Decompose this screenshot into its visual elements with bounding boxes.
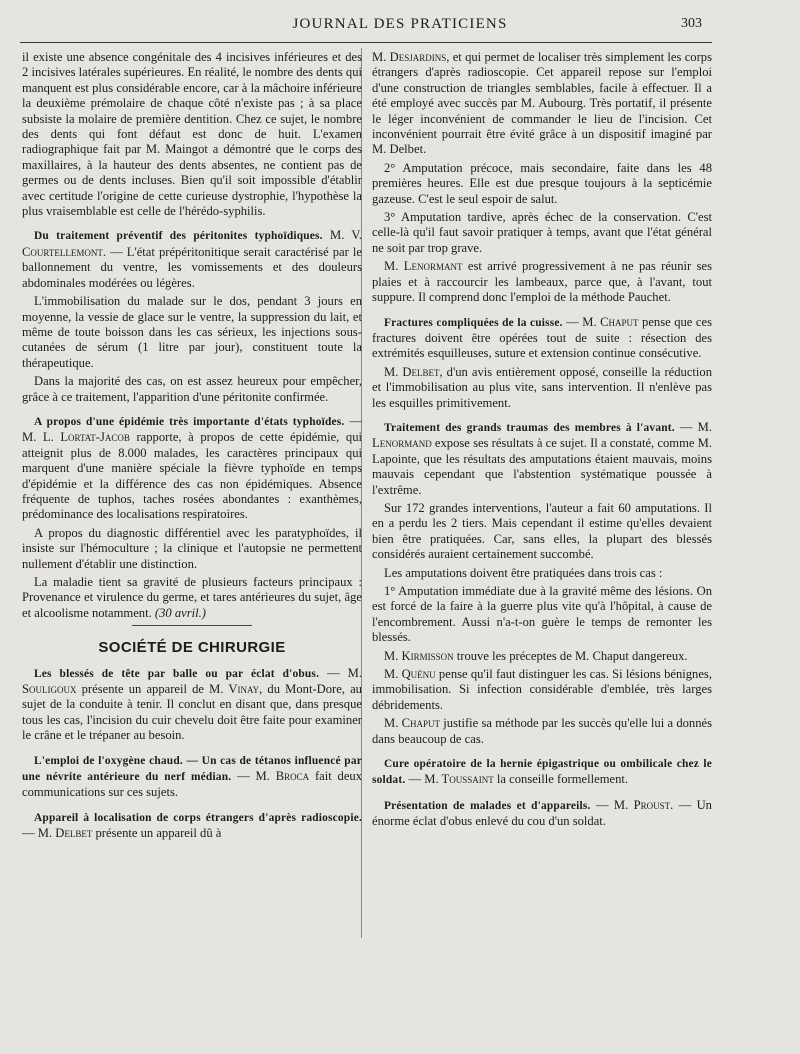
author-toussaint: M. Toussaint	[424, 772, 494, 787]
name-quenu: M. Quénu	[384, 667, 436, 682]
text-oxygene: fait deux communications sur ces sujets.	[22, 769, 363, 800]
article-peritonites	[22, 228, 362, 291]
text-lenormant: est arrivé progressivement à ne pas réunir ses plaies et à raccourcir les lambeaux, parce que, à l'avant, tout suppure. Il comprend donc l'emploi de la méthode Pauchet.	[372, 259, 712, 305]
running-title: JOURNAL DES PRATICIENS	[292, 16, 508, 32]
rubric-epidemie: A propos d'une épidémie très importante d'états typhoïdes.	[34, 415, 345, 428]
author-lortat-jacob: M. L. Lortat-Jacob	[22, 430, 130, 445]
article-hernie: Cure opératoire de la hernie épigastrique ou ombilicale chez le soldat. — M. Toussaint la conseille formellement.	[372, 758, 712, 787]
header-rule	[20, 42, 712, 43]
text-hernie: la conseille formellement.	[493, 772, 629, 787]
section-title-societe-chirurgie: SOCIÉTÉ DE CHIRURGIE	[98, 639, 286, 657]
paragraph-trois-cas: Les amputations doivent être pratiquées dans trois cas :	[384, 565, 663, 580]
paragraph-amputation-precoce: 2° Amputation précoce, mais secondaire, faite dans les 48 premières heures. Elle est due presque toujours à la septicémie gazeuse. C'est le seul espoir de salut.	[372, 160, 712, 206]
article-epidemie: A propos d'une épidémie très importante d'états typhoïdes. — M. L. Lortat-Jacob rapporte, à propos de cette épidémie, qui atteignit plus de 8.000 malades, les caractères principaux qui marquent d'une manière spéciale la fièvre typhoïde en temps d'épidémie et la différence des cas non épidémiques. Absence fréquente de tuphos, taches rosées abondantes : exanthèmes, prédominance des localisations respiratoires.	[22, 413, 362, 522]
name-chaput: M. Chaput	[384, 716, 441, 731]
author-proust: M. Proust.	[613, 797, 674, 812]
paragraph-kirmisson	[372, 649, 712, 664]
right-column	[372, 50, 712, 833]
text-kirmisson: trouve les préceptes de M. Chaput dangereux.	[453, 648, 688, 663]
article-appareil-localisation: Appareil à localisation de corps étrangers d'après radioscopie. — M. Delbet présente un appareil dû à	[22, 811, 362, 841]
rubric-hernie: Cure opératoire de la hernie épigastrique ou ombilicale chez le soldat.	[372, 758, 712, 787]
article-traumas: Traitement des grands traumas des membres à l'avant. — M. Lenormand expose ses résultats à ce sujet. Il a constaté, comme M. Lapointe, que les résultats des amputations étaient mauvais, moins mauvais cependant que l'abstention systématique poussée à l'extrême.	[372, 419, 712, 497]
text-epidemie: rapporte, à propos de cette épidémie, qui atteignit plus de 8.000 malades, les caractères principaux qui marquent d'une manière spéciale la fièvre typhoïde en temps d'épidémie et la différence des cas non épidémiques. Absence fréquente de tuphos, taches rosées abondantes : exanthèmes, prédominance des localisations respiratoires.	[22, 430, 362, 522]
paragraph-dental: il existe une absence congénitale des 4 incisives inférieures et des 2 incisives latérales supérieures. En réalité, le nombre des dents qui manquent est plus considérable encore, car à la mâchoire inférieure la deuxième prémolaire de chaque côté n'existe pas ; à sa place subsiste la molaire de première dentition. Chez ce sujet, le nombre des dents qui font défaut est donc de huit. L'examen radiographique fait par M. Maingot a démontré que le corps des maxillaires, à la hauteur des dents absentes, ne contient pas de germes ou de dents incluses. Bien qu'il soit impossible d'établir avec certitude l'origine de cette curieuse dystrophie, l'hypothèse la plus vraisemblable est celle de l'hérédo-syphilis.	[22, 50, 362, 219]
paragraph-quenu	[372, 667, 712, 713]
paragraph-diagnostic: A propos du diagnostic différentiel avec les paratyphoïdes, il insiste sur l'hémoculture ; la clinique et l'autopsie ne permettent nullement d'établir une distinction.	[22, 525, 362, 571]
page-number: 303	[681, 16, 702, 31]
date-30-avril: (30 avril.)	[154, 605, 206, 620]
article-oxygene: L'emploi de l'oxygène chaud. — Un cas de tétanos influencé par une névrite antérieure du nerf médian. — M. Broca fait deux communications sur ces sujets.	[22, 754, 363, 800]
paragraph-majorite: Dans la majorité des cas, on est assez heureux pour empêcher, grâce à ce traitement, l'apparition d'une péritonite confirmée.	[22, 374, 362, 404]
paragraph-amputation-immediate: 1° Amputation immédiate due à la gravité même des lésions. On est forcé de la faire à la guerre plus vite qu'à l'hôpital, à cause de l'encombrement. Aussi n'a-t-on guère le temps de remonter les blessés.	[372, 584, 712, 645]
name-desjardins: M. Desjardins	[372, 50, 447, 64]
rubric-peritonites: Du traitement préventif des péritonites typhoïdiques.	[34, 230, 323, 243]
name-vinay: M. Vinay	[209, 682, 260, 697]
article-presentation: Présentation de malades et d'appareils. — M. Proust. — Un énorme éclat d'obus enlevé du cou d'un soldat.	[372, 797, 712, 829]
paragraph-delbet-avis	[372, 365, 712, 411]
text-blesses-b: , du Mont-Dore, au sujet de la conduite à tenir. Il conclut en disant que, dans presque tous les cas, l'incision du cuir chevelu doit être faite pour examiner le crâne et le trépaner au besoin.	[22, 682, 362, 743]
article-fractures: Fractures compliquées de la cuisse. — M. Chaput pense que ces fractures doivent être opérées tout de suite : résection des extrémités esquilleuses, suture et extension continue consécutive.	[372, 314, 712, 361]
section-separator	[132, 625, 252, 626]
paragraph-amputation-tardive: 3° Amputation tardive, après échec de la conservation. C'est celle-là qu'il faut savoir pratiquer à temps, avant que l'état général ne soit par trop grave.	[372, 210, 712, 255]
paragraph-immobilisation: L'immobilisation du malade sur le dos, pendant 3 jours en moyenne, la vessie de glace sur le ventre, la suppression du lait, et même de toute boisson dans les cas sérieux, les injections sous-cutanées de sérum (1 litre par jour), constituent toute la thérapeutique.	[22, 294, 362, 370]
text-delbet-avis: , d'un avis entièrement opposé, conseille la réduction et l'immobilisation au plus vite, sans intervention. Il n'enlève pas les esquilles primitivement.	[372, 364, 712, 410]
text-blesses-a: présente un appareil de	[76, 682, 210, 697]
author-lenormand: M. Lenormand	[372, 419, 712, 451]
text-presentation: Un énorme éclat d'obus enlevé du cou d'un soldat.	[372, 797, 712, 829]
rubric-presentation: Présentation de malades et d'appareils.	[384, 799, 591, 812]
name-kirmisson: M. Kirmisson	[384, 648, 454, 663]
rubric-fractures: Fractures compliquées de la cuisse.	[384, 316, 563, 329]
name-delbet: M. Delbet	[384, 364, 440, 379]
paragraph-desjardins	[372, 50, 712, 158]
author-broca: M. Broca	[255, 769, 310, 784]
text-gravite: La maladie tient sa gravité de plusieurs facteurs principaux : Provenance et virulence du germe, et tares antérieures du sujet, âge et alcoolisme notamment.	[22, 575, 362, 620]
rubric-traumas: Traitement des grands traumas des membres à l'avant.	[384, 421, 675, 434]
text-quenu: pense qu'il faut distinguer les cas. Si lésions bénignes, immobilisation. Si infection considérable d'emblée, très larges débridements.	[372, 667, 712, 712]
text-peritonites: — L'état prépéritonitique serait caractérisé par le ballonnement du ventre, les vomissements et des douleurs abdominales modérées ou légères.	[22, 244, 362, 290]
author-chaput: M. Chaput	[582, 314, 639, 329]
author-delbet: M. Delbet	[37, 826, 93, 841]
text-fractures: pense que ces fractures doivent être opérées tout de suite : résection des extrémités esquilleuses, suture et extension continue consécutive.	[372, 314, 712, 361]
left-column	[22, 50, 362, 845]
paragraph-chaput-justifie	[372, 716, 712, 747]
rubric-oxygene: L'emploi de l'oxygène chaud. — Un cas de tétanos influencé par une névrite antérieure du nerf médian.	[22, 754, 362, 784]
author-souligoux: M. Souligoux	[22, 665, 363, 697]
text-chaput-justifie: justifie sa méthode par les succès qu'elle lui a donnés dans beaucoup de cas.	[372, 716, 712, 746]
text-desjardins: , et qui permet de localiser très simplement les corps étrangers d'après radioscopie. Cet appareil repose sur l'emploi d'une construction de triangles semblables, facile à effectuer. Il a été employé avec succès par M. Aubourg. Très portatif, il présente le léger inconvénient de commander le lieu de l'incision. Cet inconvénient pourrait être évité grâce à un dispositif imaginé par M. Delbet.	[372, 50, 712, 157]
paragraph-gravite	[22, 575, 362, 621]
name-lenormant: M. Lenormant	[384, 259, 463, 274]
page-header	[0, 14, 800, 40]
article-blesses-tete: Les blessés de tête par balle ou par éclat d'obus. — M. Souligoux présente un appareil de M. Vinay, du Mont-Dore, au sujet de la conduite à tenir. Il conclut en disant que, dans presque tous les cas, l'incision du cuir chevelu doit être faite pour examiner le crâne et le trépaner au besoin.	[22, 665, 363, 743]
author-courtellemont: M. V. Courtellemont.	[22, 228, 363, 259]
paragraph-lenormant	[372, 259, 712, 305]
paragraph-172-interventions: Sur 172 grandes interventions, l'auteur a fait 60 amputations. Il en a perdu les 2 tiers. Mais cependant il estime qu'elles devaient bien être pratiquées. Car, sans elles, la plupart des blessés considérés auraient certainement succombé.	[372, 500, 712, 562]
text-traumas: expose ses résultats à ce sujet. Il a constaté, comme M. Lapointe, que les résultats des amputations étaient mauvais, moins mauvais cependant que l'abstention systématique poussée à l'extrême.	[372, 436, 712, 497]
text-appareil-localisation: présente un appareil dû à	[92, 826, 222, 841]
rubric-appareil-localisation: Appareil à localisation de corps étrangers d'après radioscopie.	[34, 811, 362, 824]
rubric-blesses-tete: Les blessés de tête par balle ou par éclat d'obus.	[34, 667, 320, 680]
